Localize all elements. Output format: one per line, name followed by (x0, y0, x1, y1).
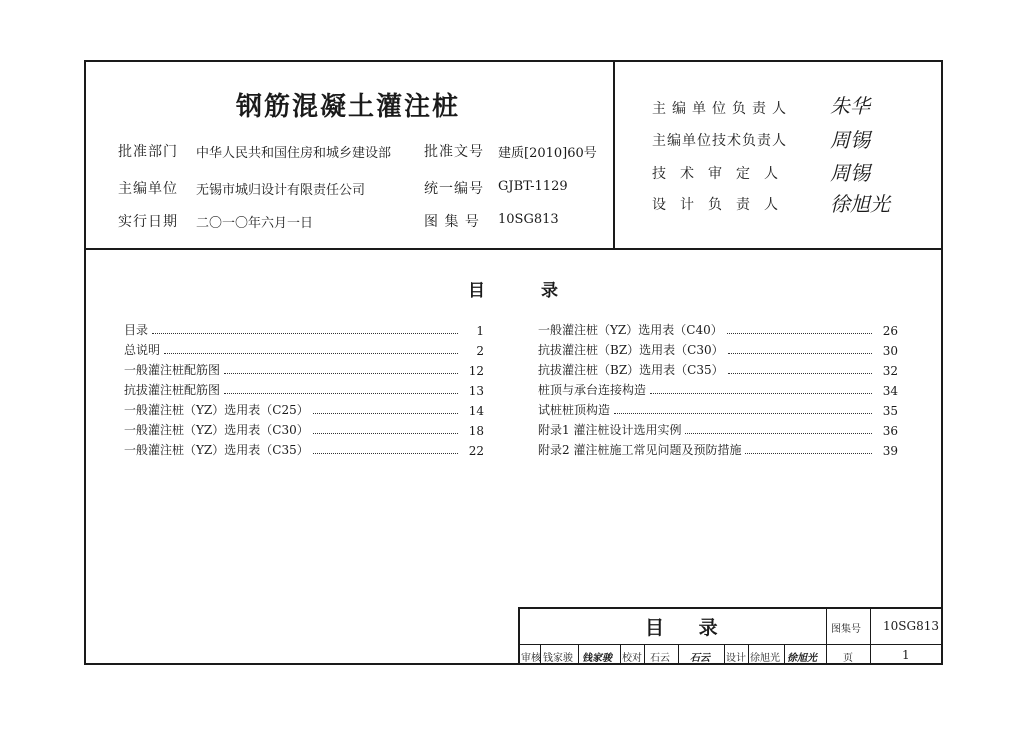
effective-date-value: 二〇一〇年六月一日 (196, 216, 314, 231)
toc-item-title: 一般灌注桩（YZ）选用表（C35） (124, 443, 309, 457)
title-block-divider (620, 645, 621, 665)
title-block-divider (784, 645, 785, 665)
toc-leader (152, 333, 458, 334)
toc-item (538, 398, 898, 418)
title-block-divider (826, 607, 827, 665)
toc-leader (728, 373, 872, 374)
atlas-number: 10SG813 (883, 619, 939, 633)
atlas-no-label: 图 集 号 (424, 214, 480, 230)
toc-item-page: 22 (468, 444, 484, 458)
toc-item (538, 358, 898, 378)
signature-design-head: 徐旭光 (830, 192, 890, 216)
reviewer-signature: 钱家骏 (582, 653, 612, 664)
toc-leader (164, 353, 458, 354)
unified-no-label: 统一编号 (424, 181, 484, 197)
toc-leader (614, 413, 872, 414)
toc-leader (650, 393, 872, 394)
approval-doc-value: 建质[2010]60号 (498, 146, 597, 161)
atlas-label: 图集号 (831, 624, 861, 635)
toc-item-page: 39 (882, 444, 898, 458)
toc-right-column (538, 318, 898, 458)
approval-doc-label: 批准文号 (424, 144, 484, 160)
page-label: 页 (843, 653, 853, 664)
title-block-title: 目 录 (645, 617, 732, 639)
toc-item (538, 438, 898, 458)
atlas-no-value: 10SG813 (498, 212, 559, 227)
toc-item-page: 1 (476, 324, 484, 338)
toc-item-title: 附录2 灌注桩施工常见问题及预防措施 (538, 443, 742, 457)
toc-item-title: 附录1 灌注桩设计选用实例 (538, 423, 682, 437)
toc-item (538, 318, 898, 338)
toc-item-title: 总说明 (124, 343, 161, 357)
toc-item-title: 抗拔灌注桩配筋图 (124, 383, 221, 397)
toc-item (124, 378, 484, 398)
design-label: 设计 (726, 653, 746, 664)
toc-item-page: 36 (882, 424, 898, 438)
toc-item (538, 338, 898, 358)
check-label: 校对 (622, 653, 642, 664)
toc-leader (313, 413, 458, 414)
role-tech-reviewer: 技术审定人 (652, 166, 792, 182)
title-block-divider (748, 645, 749, 665)
toc-item (538, 418, 898, 438)
designer-name: 徐旭光 (750, 653, 780, 664)
role-design-head: 设计负责人 (652, 197, 792, 213)
title-block-row-divider (518, 644, 943, 645)
checker-name: 石云 (650, 653, 670, 664)
toc-item (124, 438, 484, 458)
toc-item-title: 一般灌注桩（YZ）选用表（C25） (124, 403, 309, 417)
approval-dept-value: 中华人民共和国住房和城乡建设部 (196, 146, 392, 161)
chief-unit-value: 无锡市城归设计有限责任公司 (196, 183, 366, 198)
toc-leader (728, 353, 872, 354)
toc-item (124, 398, 484, 418)
toc-item-page: 32 (882, 364, 898, 378)
header-divider-horizontal (84, 248, 943, 250)
toc-item-title: 一般灌注桩（YZ）选用表（C40） (538, 323, 723, 337)
role-chief-unit-head: 主编单位负责人 (652, 101, 792, 117)
toc-item (124, 318, 484, 338)
toc-left-column (124, 318, 484, 458)
unified-no-value: GJBT-1129 (498, 179, 568, 194)
toc-item-title: 桩顶与承台连接构造 (538, 383, 647, 397)
signature-tech-reviewer: 周锡 (830, 161, 870, 185)
toc-item-page: 14 (468, 404, 484, 418)
toc-item (124, 338, 484, 358)
toc-heading-right: 录 (541, 281, 558, 301)
toc-item-title: 一般灌注桩配筋图 (124, 363, 221, 377)
toc-item (124, 418, 484, 438)
toc-item-title: 抗拔灌注桩（BZ）选用表（C35） (538, 363, 724, 377)
page-number: 1 (902, 648, 910, 662)
chief-unit-label: 主编单位 (118, 181, 178, 197)
toc-item-page: 18 (468, 424, 484, 438)
toc-item-title: 一般灌注桩（YZ）选用表（C30） (124, 423, 309, 437)
toc-item (124, 358, 484, 378)
designer-signature: 徐旭光 (787, 653, 817, 664)
header-divider-vertical (613, 60, 615, 250)
toc-item-page: 26 (882, 324, 898, 338)
approval-dept-label: 批准部门 (118, 144, 178, 160)
document-title: 钢筋混凝土灌注桩 (236, 92, 461, 122)
toc-leader (313, 453, 458, 454)
toc-item-page: 30 (882, 344, 898, 358)
title-block-divider (644, 645, 645, 665)
toc-leader (745, 453, 872, 454)
role-chief-tech-head: 主编单位技术负责人 (652, 133, 787, 149)
toc-item-page: 35 (882, 404, 898, 418)
toc-leader (685, 433, 872, 434)
toc-heading-left: 目 (468, 281, 485, 301)
toc-item-page: 2 (476, 344, 484, 358)
review-label: 审核 (521, 653, 541, 664)
signature-chief-unit-head: 朱华 (830, 94, 870, 118)
toc-leader (313, 433, 458, 434)
signature-chief-tech-head: 周锡 (830, 128, 870, 152)
toc-item-title: 试桩桩顶构造 (538, 403, 611, 417)
title-block-divider (678, 645, 679, 665)
toc-leader (224, 393, 458, 394)
toc-item-title: 抗拔灌注桩（BZ）选用表（C30） (538, 343, 724, 357)
toc-item-page: 34 (882, 384, 898, 398)
toc-item-page: 13 (468, 384, 484, 398)
title-block-divider (724, 645, 725, 665)
checker-signature: 石云 (690, 653, 710, 664)
toc-item-page: 12 (468, 364, 484, 378)
reviewer-name: 钱家骏 (543, 653, 573, 664)
toc-item-title: 目录 (124, 323, 149, 337)
effective-date-label: 实行日期 (118, 214, 178, 230)
toc-item (538, 378, 898, 398)
toc-leader (727, 333, 872, 334)
title-block-divider (578, 645, 579, 665)
toc-leader (224, 373, 458, 374)
title-block-divider (870, 607, 871, 665)
